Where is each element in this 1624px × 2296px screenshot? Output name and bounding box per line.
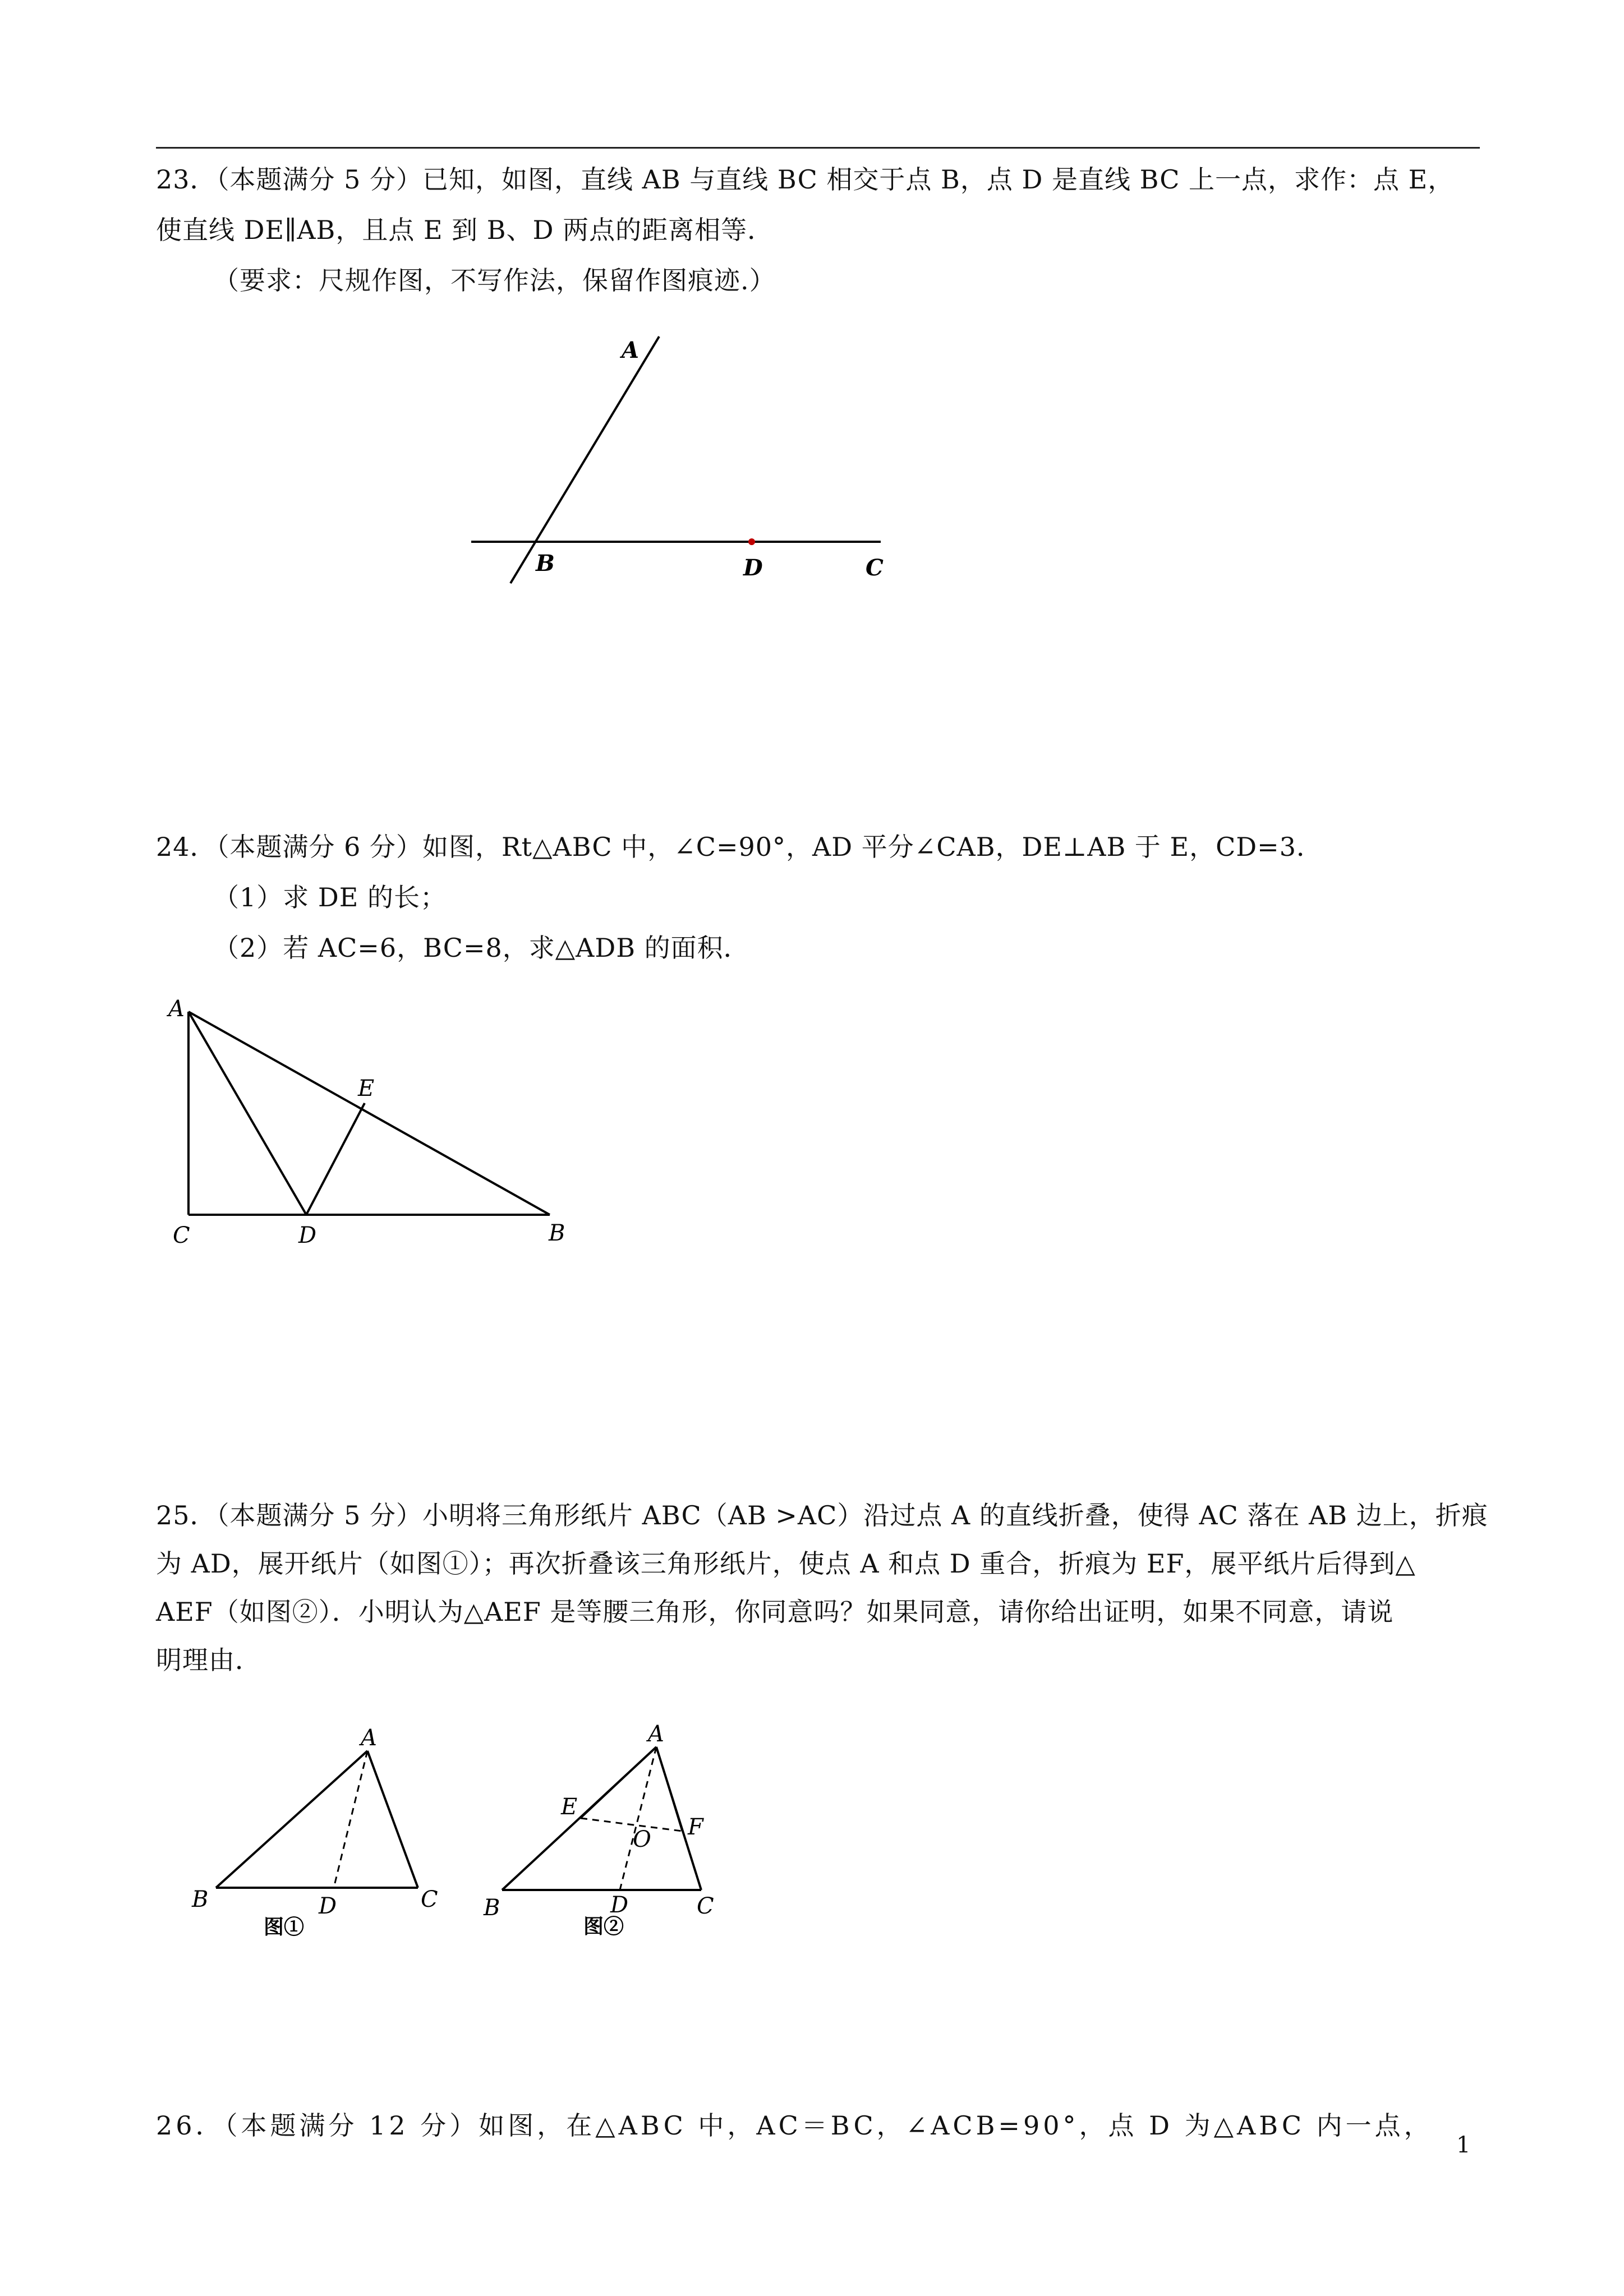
label-e: E — [358, 1076, 375, 1101]
label-a: A — [168, 996, 185, 1022]
problem-23-line-2: 使直线 DE∥AB，且点 E 到 B、D 两点的距离相等． — [156, 215, 774, 245]
label-d: D — [319, 1893, 337, 1919]
problem-23-figure — [460, 325, 909, 594]
problem-23-line-1: 23．（本题满分 5 分）已知，如图，直线 AB 与直线 BC 相交于点 B，点 D 是直线 BC 上一点，求作：点 E， — [156, 164, 1455, 195]
problem-24-line-1: 24．（本题满分 6 分）如图，Rt△ABC 中，∠C=90°，AD 平分∠CAB，DE⊥AB 于 E，CD=3． — [156, 832, 1323, 862]
problem-24-part-2: （2）若 AC=6，BC=8，求△ADB 的面积． — [213, 933, 750, 963]
label-e: E — [561, 1794, 578, 1820]
label-d: D — [610, 1892, 629, 1918]
label-d: D — [743, 555, 763, 581]
label-c: C — [866, 555, 884, 581]
label-a: A — [622, 337, 640, 363]
problem-23-requirement: （要求：尺规作图，不写作法，保留作图痕迹.） — [213, 265, 776, 296]
caption-fig-1: 图① — [264, 1915, 305, 1939]
problem-25-figure-2 — [477, 1713, 757, 1949]
caption-fig-2: 图② — [583, 1915, 624, 1938]
label-d: D — [298, 1223, 317, 1248]
header-rule — [156, 147, 1480, 149]
label-c: C — [697, 1893, 714, 1919]
point-d-dot — [748, 538, 755, 545]
problem-25-line-4: 明理由． — [156, 1645, 261, 1675]
label-b: B — [192, 1887, 209, 1912]
label-b: B — [484, 1895, 500, 1921]
label-b: B — [549, 1220, 565, 1246]
label-a: A — [361, 1725, 377, 1751]
page-number: 1 — [1456, 2132, 1471, 2158]
label-c: C — [173, 1223, 190, 1248]
label-a: A — [648, 1721, 664, 1747]
label-b: B — [536, 550, 555, 577]
problem-25-line-2: 为 AD，展开纸片（如图①）；再次折叠该三角形纸片，使点 A 和点 D 重合，折痕为 EF，展平纸片后得到△ — [156, 1548, 1416, 1579]
problem-24-figure — [163, 993, 589, 1256]
problem-26-line-1: 26．（本题满分 12 分）如图，在△ABC 中，AC＝BC，∠ACB=90°，点 D 为△ABC 内一点， — [156, 2110, 1433, 2141]
line-ab — [510, 336, 659, 583]
problem-25-figure-1 — [185, 1716, 454, 1952]
problem-25-line-1: 25．（本题满分 5 分）小明将三角形纸片 ABC（AB >AC）沿过点 A 的直线折叠，使得 AC 落在 AB 边上，折痕 — [156, 1500, 1488, 1530]
label-c: C — [421, 1887, 438, 1912]
problem-25-line-3: AEF（如图②）．小明认为△AEF 是等腰三角形，你同意吗？如果同意，请你给出证明，如果不同意，请说 — [156, 1597, 1394, 1627]
problem-24-part-1: （1）求 DE 的长； — [213, 882, 447, 912]
label-o: O — [633, 1827, 651, 1852]
label-f: F — [688, 1814, 703, 1840]
